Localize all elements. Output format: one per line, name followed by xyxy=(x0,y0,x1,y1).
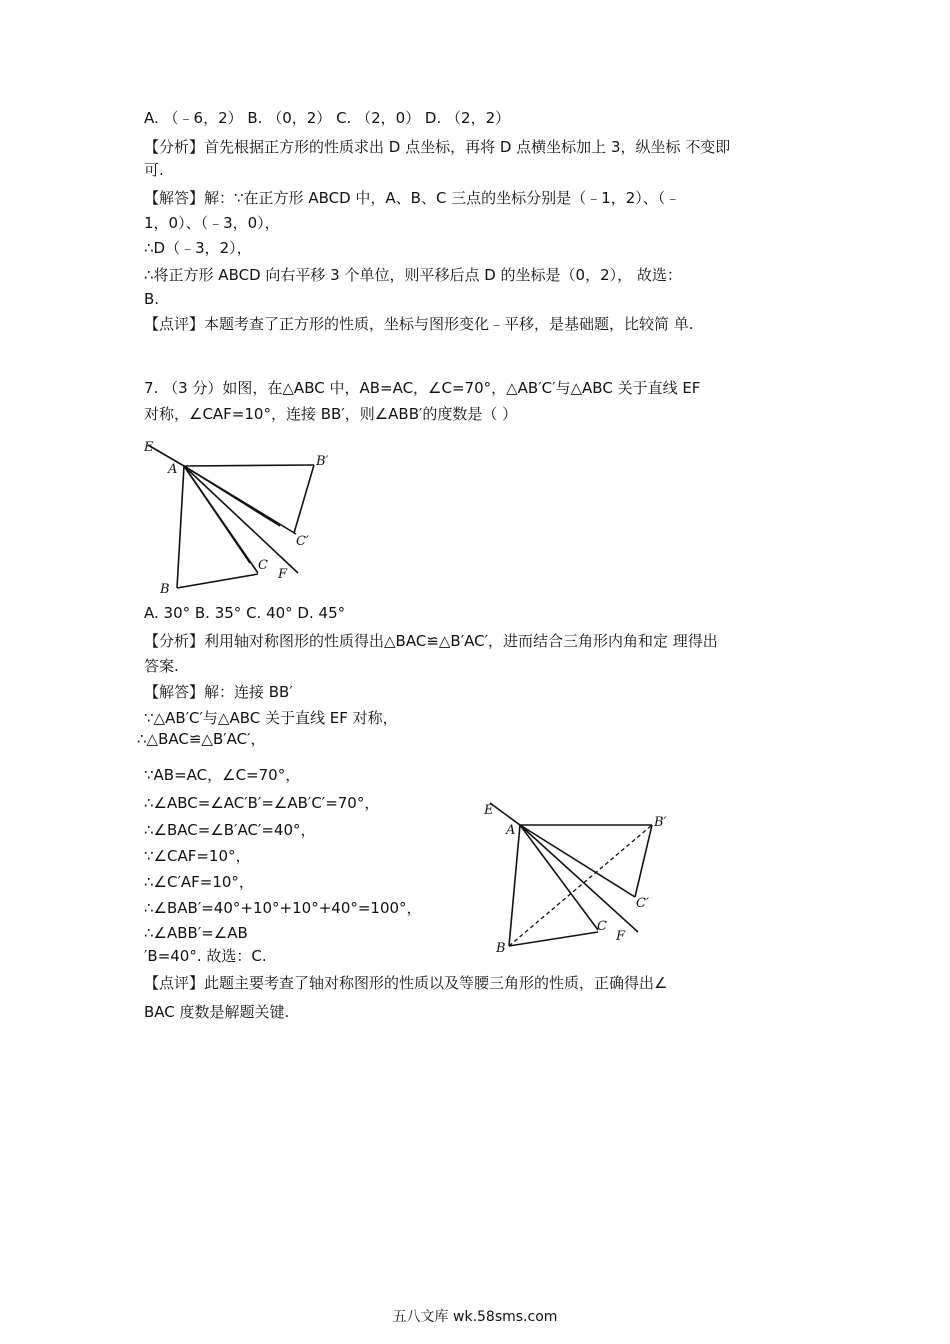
line-solution-6d: ∴将正方形 ABCD 向右平移 3 个单位，则平移后点 D 的坐标是（0，2）， 故选： xyxy=(144,266,682,284)
line-solution-7g: ∵∠CAF=10°， xyxy=(144,847,251,865)
question-7-line-1: 7. （3 分）如图，在△ABC 中，AB=AC，∠C=70°，△AB′C′与△ABC 关于直线 EF xyxy=(144,379,701,397)
label-a: A xyxy=(168,462,178,477)
question-7-figure xyxy=(138,433,329,598)
line-analysis-7b: 答案. xyxy=(144,657,179,675)
line-solution-7i: ∴∠BAB′=40°+10°+10°+40°=100°， xyxy=(144,899,422,917)
solution-label-b: B xyxy=(496,941,506,956)
line-solution-7k: ′B=40°. 故选：C. xyxy=(144,947,267,965)
line-analysis-7a: 【分析】利用轴对称图形的性质得出△BAC≌△B′AC′，进而结合三角形内角和定 理得出 xyxy=(144,632,718,650)
label-c: C xyxy=(258,558,268,573)
line-solution-7h: ∴∠C′AF=10°， xyxy=(144,873,254,891)
line-solution-6a: 【解答】解：∵在正方形 ABCD 中，A、B、C 三点的坐标分别是（﹣1，2）、（﹣ xyxy=(144,189,681,207)
line-solution-7e: ∴∠ABC=∠AC′B′=∠AB′C′=70°， xyxy=(144,794,380,812)
line-comment-7a: 【点评】此题主要考查了轴对称图形的性质以及等腰三角形的性质，正确得出∠ xyxy=(144,974,668,992)
question-7-line-2: 对称，∠CAF=10°，连接 BB′，则∠ABB′的度数是（ ） xyxy=(144,405,518,423)
line-solution-6b: 1，0）、（﹣3，0）， xyxy=(144,214,280,232)
line-analysis-6a: 【分析】首先根据正方形的性质求出 D 点坐标，再将 D 点横坐标加上 3，纵坐标 不变即 xyxy=(144,138,731,156)
line-analysis-6b: 可. xyxy=(144,161,164,179)
solution-label-c: C xyxy=(597,919,607,934)
question-7-options: A. 30° B. 35° C. 40° D. 45° xyxy=(144,604,346,622)
line-solution-7a: 【解答】解：连接 BB′ xyxy=(144,683,293,701)
label-e: E xyxy=(144,440,154,455)
label-c-prime: C′ xyxy=(296,534,309,549)
label-b-prime: B′ xyxy=(316,454,329,469)
solution-label-a: A xyxy=(506,823,516,838)
line-solution-7c: ∴△BAC≌△B′AC′， xyxy=(137,730,266,748)
line-comment-6: 【点评】本题考查了正方形的性质，坐标与图形变化﹣平移，是基础题，比较简 单. xyxy=(144,315,694,333)
label-f: F xyxy=(278,567,288,582)
line-options-6: A. （﹣6，2） B. （0，2） C. （2，0） D. （2，2） xyxy=(144,109,511,127)
solution-label-e: E xyxy=(484,803,494,818)
line-solution-6e: B. xyxy=(144,290,160,308)
page-footer: 五八文库 wk.58sms.com xyxy=(392,1309,558,1325)
line-solution-7b: ∵△AB′C′与△ABC 关于直线 EF 对称， xyxy=(144,709,398,727)
line-solution-7j: ∴∠ABB′=∠AB xyxy=(144,924,248,942)
line-comment-7b: BAC 度数是解题关键. xyxy=(144,1003,290,1021)
line-solution-7d: ∵AB=AC，∠C=70°， xyxy=(144,766,301,784)
label-b: B xyxy=(160,582,170,597)
line-solution-7f: ∴∠BAC=∠B′AC′=40°， xyxy=(144,821,316,839)
solution-label-c-prime: C′ xyxy=(636,896,649,911)
solution-label-f: F xyxy=(616,929,626,944)
solution-label-b-prime: B′ xyxy=(654,815,667,830)
line-solution-6c: ∴D（﹣3，2）， xyxy=(144,239,252,257)
solution-figure xyxy=(480,800,670,960)
